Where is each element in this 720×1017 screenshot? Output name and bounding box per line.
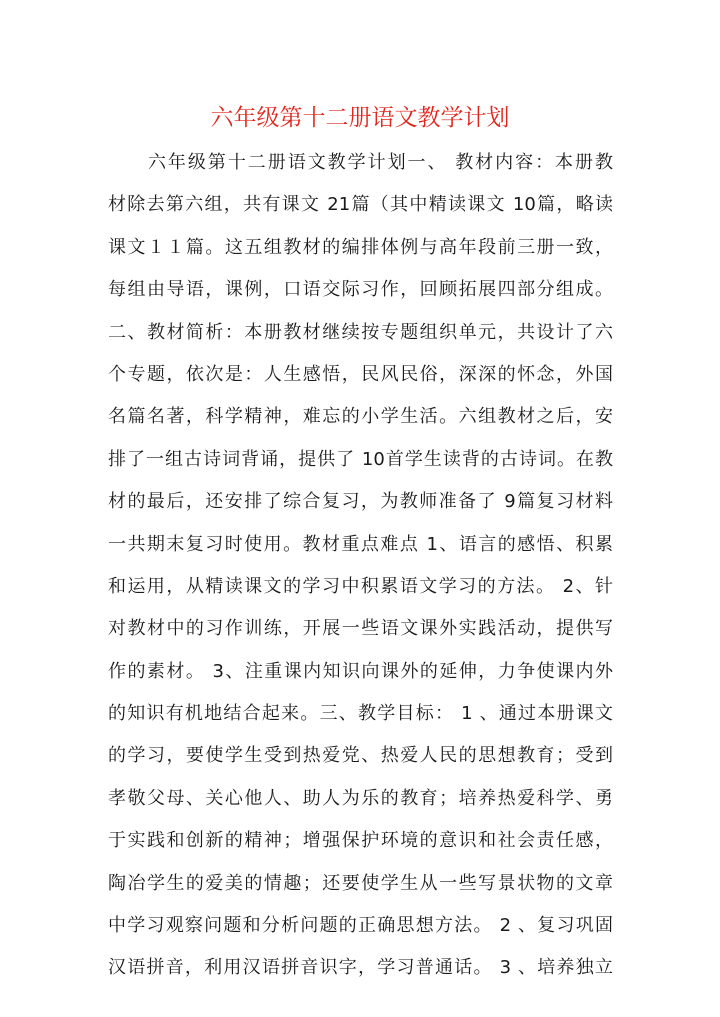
body-line: 中学习观察问题和分析问题的正确思想方法。 2 、复习巩固 bbox=[108, 915, 613, 937]
body-line: 材的最后，还安排了综合复习，为教师准备了 9篇复习材料 bbox=[108, 491, 613, 513]
body-line: 课文１１篇。这五组教材的编排体例与高年段前三册一致， bbox=[108, 236, 613, 258]
body-line: 每组由导语，课例，口语交际习作，回顾拓展四部分组成。 bbox=[108, 279, 613, 301]
body-line: 二、教材简析：本册教材继续按专题组织单元，共设计了六 bbox=[108, 321, 613, 343]
body-line: 孝敬父母、关心他人、助人为乐的教育；培养热爱科学、勇 bbox=[108, 787, 613, 809]
body-line: 排了一组古诗词背诵，提供了 10首学生读背的古诗词。在教 bbox=[108, 448, 613, 470]
body-line: 材除去第六组，共有课文 21篇（其中精读课文 10篇，略读 bbox=[108, 194, 613, 216]
body-line: 一共期末复习时使用。教材重点难点 1、语言的感悟、积累 bbox=[108, 533, 613, 555]
document-title: 六年级第十二册语文教学计划 bbox=[210, 105, 510, 131]
body-line: 陶冶学生的爱美的情趣；还要使学生从一些写景状物的文章 bbox=[108, 872, 613, 894]
body-line: 的知识有机地结合起来。三、教学目标： 1 、通过本册课文 bbox=[108, 703, 613, 725]
body-line: 于实践和创新的精神；增强保护环境的意识和社会责任感， bbox=[108, 830, 613, 852]
body-line: 和运用，从精读课文的学习中积累语文学习的方法。 2、针 bbox=[108, 575, 613, 597]
body-line: 名篇名著，科学精神，难忘的小学生活。六组教材之后，安 bbox=[108, 406, 613, 428]
body-line: 作的素材。 3、注重课内知识向课外的延伸，力争使课内外 bbox=[108, 660, 613, 682]
body-line: 的学习，要使学生受到热爱党、热爱人民的思想教育；受到 bbox=[108, 745, 613, 767]
body-line: 六年级第十二册语文教学计划一、 教材内容：本册教 bbox=[108, 152, 613, 173]
body-line: 个专题，依次是：人生感悟，民风民俗，深深的怀念，外国 bbox=[108, 363, 613, 385]
body-line: 对教材中的习作训练，开展一些语文课外实践活动，提供写 bbox=[108, 618, 613, 640]
body-line: 汉语拼音，利用汉语拼音识字，学习普通话。 3 、培养独立 bbox=[108, 957, 613, 979]
document-body bbox=[108, 142, 613, 990]
